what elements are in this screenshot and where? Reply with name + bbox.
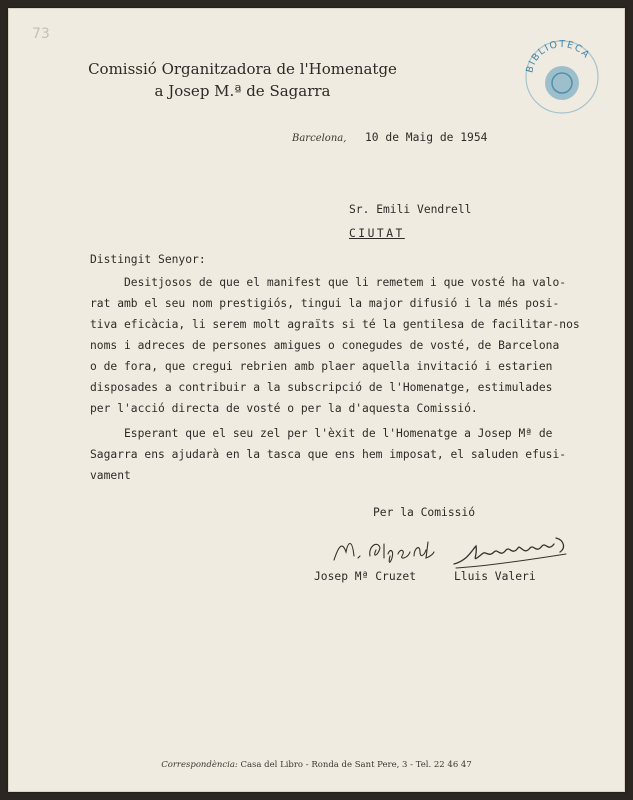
letter-page bbox=[8, 8, 625, 792]
signatory-valeri: Lluis Valeri bbox=[454, 570, 536, 583]
library-stamp-icon bbox=[520, 33, 604, 117]
body-p1-line: rat amb el seu nom prestigiós, tingui la major difusió i la més posi- bbox=[90, 297, 560, 310]
page-edge bbox=[8, 8, 625, 792]
closing: Per la Comissió bbox=[373, 506, 476, 519]
body-p2-line: Sagarra ens ajudarà en la tasca que ens hem imposat, el saluden efusi- bbox=[90, 448, 567, 461]
signatory-cruzet: Josep Mª Cruzet bbox=[314, 570, 417, 583]
signature-valeri-icon bbox=[448, 530, 578, 574]
dateline-date: 10 de Maig de 1954 bbox=[365, 131, 488, 144]
svg-text:BIBLIOTECA: BIBLIOTECA bbox=[524, 38, 593, 74]
body-p1-line: per l'acció directa de vosté o per la d'aquesta Comissió. bbox=[90, 402, 478, 415]
pencil-mark: 73 bbox=[32, 26, 50, 42]
footer bbox=[8, 760, 625, 770]
body-p2-line: vament bbox=[90, 469, 131, 482]
body-p1-line: tiva eficàcia, li serem molt agraïts si té la gentilesa de facilitar-nos bbox=[90, 318, 580, 331]
signature-cruzet-icon bbox=[328, 530, 438, 570]
body-p1-line: noms i adreces de persones amigues o conegudes de vosté, de Barcelona bbox=[90, 339, 560, 352]
dateline-city: Barcelona, bbox=[292, 133, 347, 144]
footer-text: Casa del Libro - Ronda de Sant Pere, 3 - Tel. 22 46 47 bbox=[240, 760, 472, 770]
footer-label: Correspondència: bbox=[161, 760, 238, 770]
body-p2-line: Esperant que el seu zel per l'èxit de l'Homenatge a Josep Mª de bbox=[124, 427, 553, 440]
recipient-name: Sr. Emili Vendrell bbox=[349, 203, 472, 216]
body-p1-line: o de fora, que cregui rebrien amb plaer aquella invitació i estarien bbox=[90, 360, 553, 373]
letterhead-line-2: a Josep M.ª de Sagarra bbox=[154, 82, 331, 100]
salutation: Distingit Senyor: bbox=[90, 253, 206, 266]
letterhead-line-1: Comissió Organitzadora de l'Homenatge bbox=[88, 60, 397, 78]
recipient-city: CIUTAT bbox=[349, 227, 405, 240]
body-p1-line: disposades a contribuir a la subscripció de l'Homenatge, estimulades bbox=[90, 381, 553, 394]
body-p1-line: Desitjosos de que el manifest que li remetem i que vosté ha valo- bbox=[124, 276, 567, 289]
